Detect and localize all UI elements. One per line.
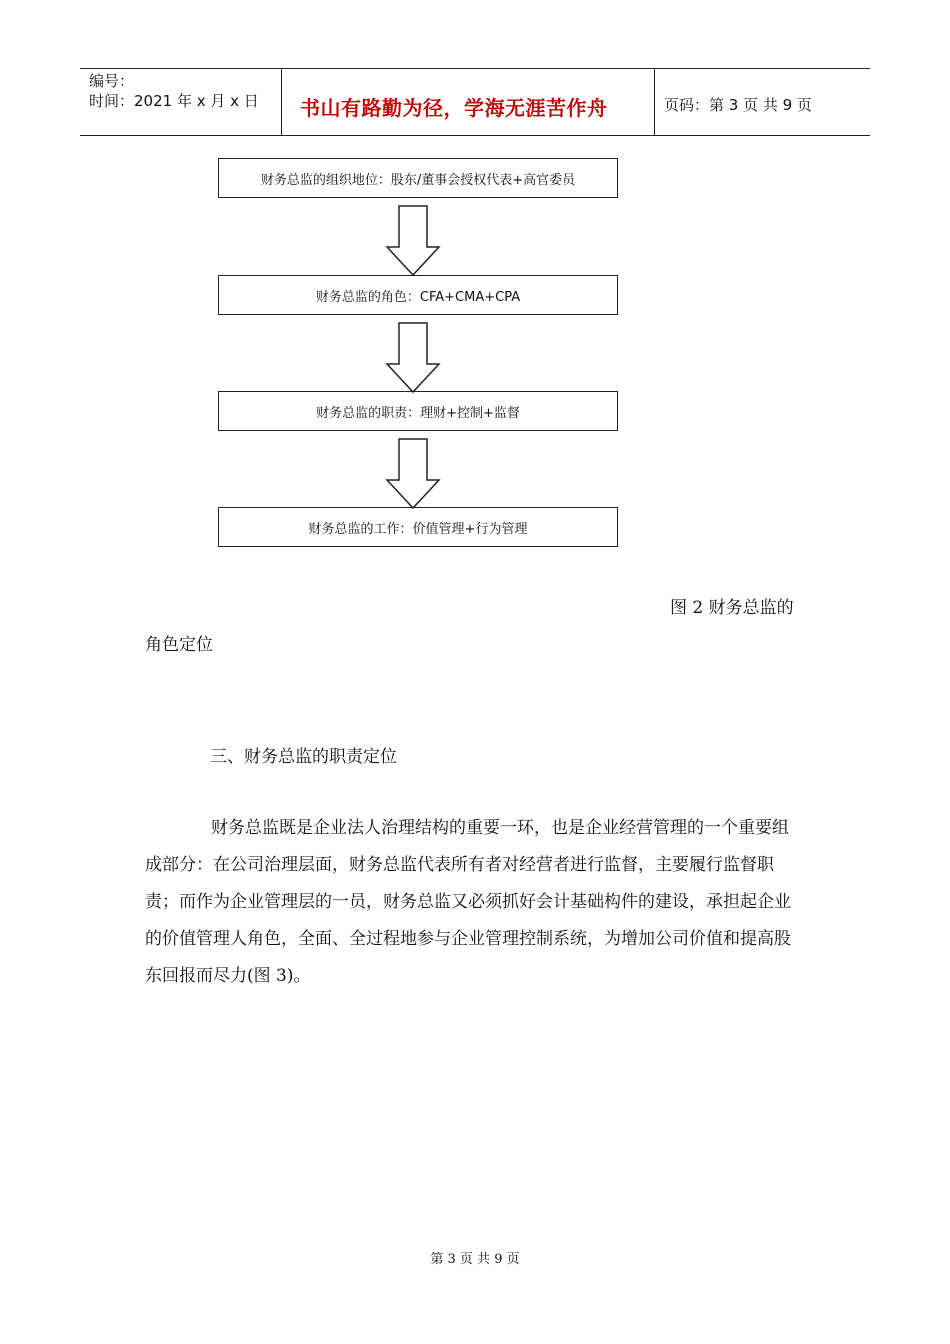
section-heading: 三、财务总监的职责定位 (210, 747, 397, 767)
header-divider-left (281, 68, 282, 136)
page-footer: 第 3 页 共 9 页 (430, 1252, 520, 1267)
header-divider-right (654, 68, 655, 136)
header-bottom-border (80, 135, 870, 136)
header-top-border (80, 68, 870, 69)
figure-caption-line2: 角色定位 (145, 635, 213, 655)
down-arrow-icon (385, 205, 441, 277)
header-motto: 书山有路勤为径，学海无涯苦作舟 (300, 96, 608, 120)
flowchart-box-org-position: 财务总监的组织地位：股东/董事会授权代表+高官委员 (218, 158, 618, 198)
doc-number-label: 编号： (89, 72, 135, 90)
down-arrow-icon (385, 322, 441, 394)
header-page-info: 页码：第 3 页 共 9 页 (664, 96, 812, 114)
down-arrow-icon (385, 438, 441, 510)
flowchart-box-duties: 财务总监的职责：理财+控制+监督 (218, 391, 618, 431)
body-paragraph: 财务总监既是企业法人治理结构的重要一环，也是企业经营管理的一个重要组成部分：在公司治理层面，财务总监代表所有者对经营者进行监督，主要履行监督职责；而作为企业管理层的一员，财务总监又必须抓好会计基础构件的建设，承担起企业的价值管理人角色，全面、全过程地参与企业管理控制系统，为增加公司价值和提高股东回报而尽力(图 3)。 (145, 818, 791, 986)
doc-time-label: 时间：2021 年 x 月 x 日 (89, 92, 259, 110)
figure-caption-line1: 图 2 财务总监的 (670, 598, 794, 618)
flowchart-box-role: 财务总监的角色：CFA+CMA+CPA (218, 275, 618, 315)
flowchart-box-work: 财务总监的工作：价值管理+行为管理 (218, 507, 618, 547)
